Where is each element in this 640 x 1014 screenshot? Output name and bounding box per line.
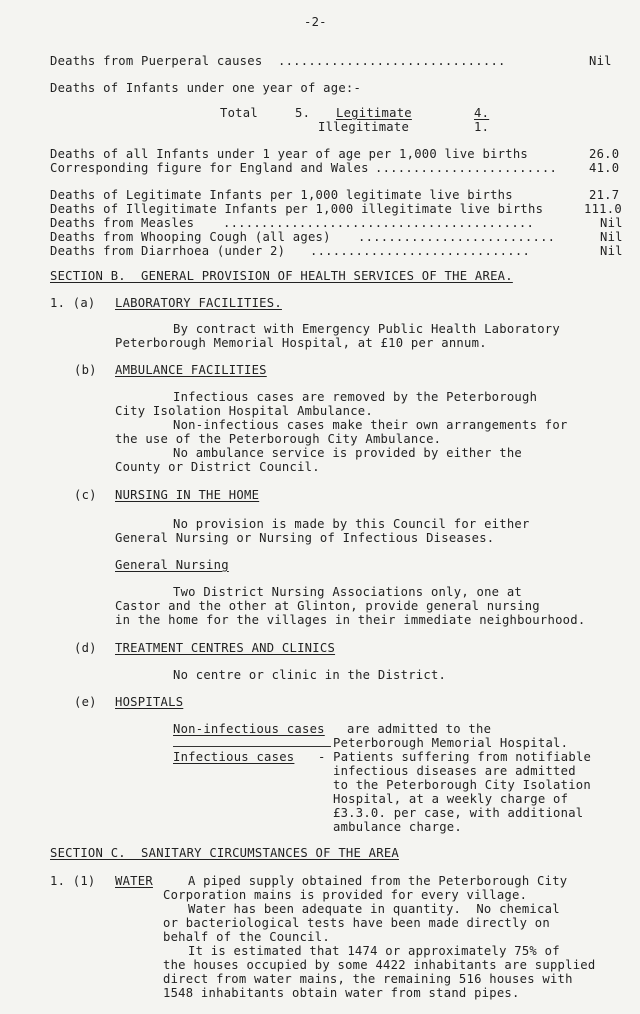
item-number: (d) bbox=[74, 641, 97, 655]
item-number: (b) bbox=[74, 363, 97, 377]
paragraph-line: direct from water mains, the remaining 516 houses with bbox=[163, 972, 573, 986]
paragraph-line: General Nursing or Nursing of Infectious Diseases. bbox=[115, 531, 495, 545]
paragraph-line: are admitted to the bbox=[347, 722, 492, 736]
paragraph-line: No provision is made by this Council for either bbox=[173, 517, 530, 531]
section-b-heading: SECTION B. GENERAL PROVISION OF HEALTH SERVICES OF THE AREA. bbox=[50, 269, 513, 283]
paragraph-line: Infectious cases are removed by the Peterborough bbox=[173, 390, 538, 404]
legitimate-value: 4. bbox=[474, 106, 490, 120]
total-value: 5. bbox=[295, 106, 311, 120]
nursing-heading: NURSING IN THE HOME bbox=[115, 488, 260, 502]
paragraph-line: to the Peterborough City Isolation bbox=[333, 778, 591, 792]
paragraph-line: the houses occupied by some 4422 inhabitants are supplied bbox=[163, 958, 596, 972]
paragraph-line: infectious diseases are admitted bbox=[333, 764, 576, 778]
dot-leader: ............................. bbox=[310, 244, 531, 258]
stat-row-label: Deaths from Measles bbox=[50, 216, 195, 230]
treatment-heading: TREATMENT CENTRES AND CLINICS bbox=[115, 641, 336, 655]
paragraph-line: 1548 inhabitants obtain water from stand pipes. bbox=[163, 986, 520, 1000]
illegitimate-value: 1. bbox=[474, 120, 490, 134]
ambulance-heading: AMBULANCE FACILITIES bbox=[115, 363, 267, 377]
paragraph-line: £3.3.0. per case, with additional bbox=[333, 806, 584, 820]
paragraph-line: Corporation mains is provided for every village. bbox=[163, 888, 528, 902]
paragraph-line: the use of the Peterborough City Ambulance. bbox=[115, 432, 442, 446]
water-heading: WATER bbox=[115, 874, 153, 888]
paragraph-line: County or District Council. bbox=[115, 460, 320, 474]
hospitals-heading: HOSPITALS bbox=[115, 695, 184, 709]
dot-leader: ........................ bbox=[375, 161, 558, 175]
stat-row-value: Nil bbox=[600, 216, 623, 230]
section-c-heading: SECTION C. SANITARY CIRCUMSTANCES OF THE AREA bbox=[50, 846, 400, 860]
paragraph-line: Two District Nursing Associations only, one at bbox=[173, 585, 523, 599]
general-nursing-subheading: General Nursing bbox=[115, 558, 229, 572]
stat-row-label: Deaths of Legitimate Infants per 1,000 legitimate live births bbox=[50, 188, 513, 202]
paragraph-line: No ambulance service is provided by either the bbox=[173, 446, 523, 460]
puerperal-label: Deaths from Puerperal causes bbox=[50, 54, 263, 68]
paragraph-line: - Patients suffering from notifiable bbox=[318, 750, 592, 764]
page-number: -2- bbox=[304, 15, 327, 29]
paragraph-line: or bacteriological tests have been made directly on bbox=[163, 916, 550, 930]
non-infectious-label: Non-infectious cases bbox=[173, 722, 325, 736]
paragraph-line: Water has been adequate in quantity. No chemical bbox=[188, 902, 560, 916]
stat-row-value: 111.0 bbox=[584, 202, 622, 216]
paragraph-line: Peterborough Memorial Hospital. bbox=[333, 736, 569, 750]
stat-row-label: Deaths from Diarrhoea (under 2) bbox=[50, 244, 286, 258]
stat-row-label: Deaths from Whooping Cough (all ages) bbox=[50, 230, 331, 244]
item-number: (e) bbox=[74, 695, 97, 709]
dot-leader: .......................... bbox=[358, 230, 556, 244]
item-number: 1. (1) bbox=[50, 874, 96, 888]
illegitimate-label: Illegitimate bbox=[318, 120, 410, 134]
puerperal-value: Nil bbox=[589, 54, 612, 68]
paragraph-line: City Isolation Hospital Ambulance. bbox=[115, 404, 373, 418]
paragraph-line: Peterborough Memorial Hospital, at £10 per annum. bbox=[115, 336, 487, 350]
corresponding-value: 41.0 bbox=[589, 161, 620, 175]
total-label: Total bbox=[220, 106, 258, 120]
paragraph-line: Hospital, at a weekly charge of bbox=[333, 792, 569, 806]
stat-row-value: Nil bbox=[600, 230, 623, 244]
paragraph-line: Non-infectious cases make their own arrangements for bbox=[173, 418, 568, 432]
dot-leader: .............................. bbox=[278, 54, 506, 68]
dot-leader: ......................................... bbox=[223, 216, 535, 230]
underline-rule bbox=[173, 746, 331, 747]
paragraph-line: By contract with Emergency Public Health Laboratory bbox=[173, 322, 560, 336]
corresponding-label: Corresponding figure for England and Wales bbox=[50, 161, 369, 175]
paragraph-line: It is estimated that 1474 or approximately 75% of bbox=[188, 944, 560, 958]
paragraph-line: ambulance charge. bbox=[333, 820, 462, 834]
infant-rate-value: 26.0 bbox=[589, 147, 620, 161]
paragraph-line: Castor and the other at Glinton, provide general nursing bbox=[115, 599, 540, 613]
infants-heading: Deaths of Infants under one year of age:- bbox=[50, 81, 362, 95]
legitimate-label: Legitimate bbox=[336, 106, 412, 120]
item-number: 1. (a) bbox=[50, 296, 96, 310]
paragraph-line: in the home for the villages in their immediate neighbourhood. bbox=[115, 613, 586, 627]
infant-rate-label: Deaths of all Infants under 1 year of age per 1,000 live births bbox=[50, 147, 529, 161]
paragraph-line: behalf of the Council. bbox=[163, 930, 330, 944]
stat-row-label: Deaths of Illegitimate Infants per 1,000 illegitimate live births bbox=[50, 202, 544, 216]
stat-row-value: Nil bbox=[600, 244, 623, 258]
stat-row-value: 21.7 bbox=[589, 188, 620, 202]
paragraph-line: No centre or clinic in the District. bbox=[173, 668, 447, 682]
infectious-label: Infectious cases bbox=[173, 750, 295, 764]
paragraph-line: A piped supply obtained from the Peterborough City bbox=[188, 874, 568, 888]
laboratory-heading: LABORATORY FACILITIES. bbox=[115, 296, 282, 310]
item-number: (c) bbox=[74, 488, 97, 502]
